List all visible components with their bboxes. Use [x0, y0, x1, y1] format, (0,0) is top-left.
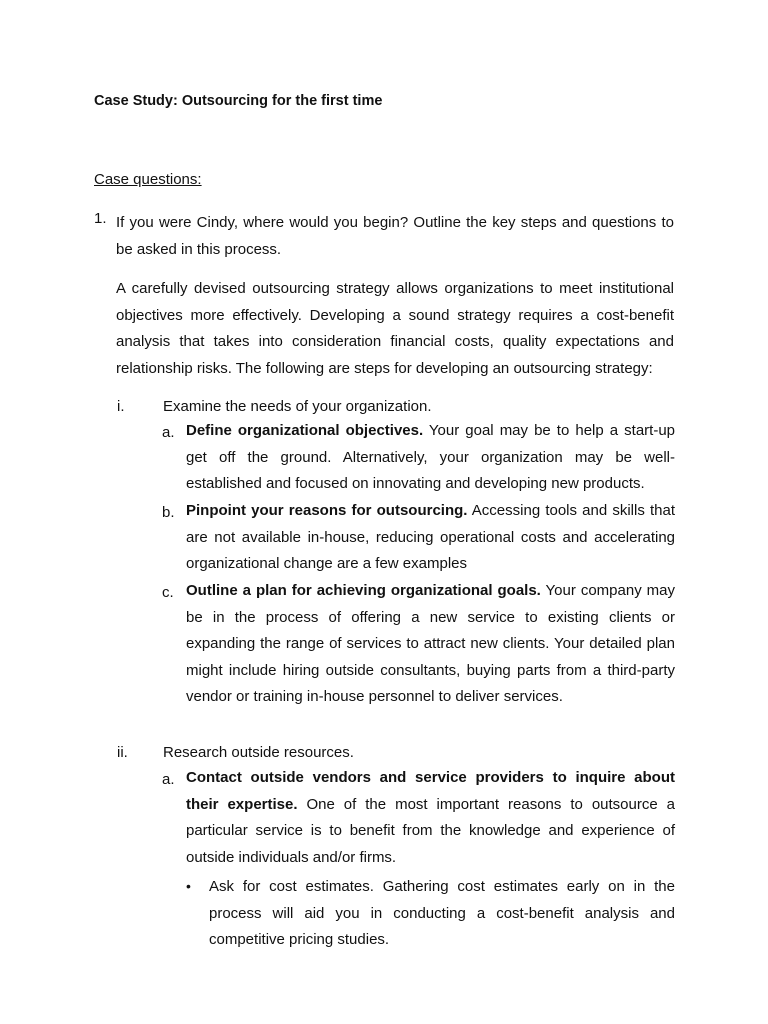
item-letter: b. [162, 504, 175, 521]
item-letter: c. [162, 584, 174, 601]
item-bold-lead: Pinpoint your reasons for outsourcing. [186, 502, 468, 519]
item-text: Your company may be in the process of offering a new service to existing clients or expanding the range of services to attract new clients. Your detailed plan might include hiring outside consultants, buying parts from a third-party vendor or training in-house personnel to deliver services. [186, 582, 675, 705]
item-body [186, 498, 675, 578]
item-bold-lead: Define organizational objectives. [186, 422, 424, 439]
bullet-dot: • [186, 878, 191, 894]
item-body [186, 418, 675, 498]
item-letter: a. [162, 424, 175, 441]
intro-paragraph: A carefully devised outsourcing strategy allows organizations to meet institutional objectives more effectively. Developing a sound strategy requires a cost-benefit analysis that takes into consideration financial costs, quality expectations and relationship risks. The following are steps for developing an outsourcing strategy: [116, 280, 674, 377]
item-text: Accessing tools and skills that are not available in-house, reducing operational costs and accelerating organizational change are a few examples [186, 502, 676, 572]
item-text: Your goal may be to help a start-up get off the ground. Alternatively, your organization may be well-established and focused on innovating and developing new products. [186, 422, 676, 492]
bullet-text: Ask for cost estimates. Gathering cost estimates early on in the process will aid you in conducting a cost-benefit analysis and competitive pricing studies. [209, 878, 675, 948]
question-number: 1. [94, 210, 107, 227]
item-bold-lead: Contact outside vendors and service providers to inquire about their expertise. [186, 769, 675, 813]
item-body [186, 765, 675, 871]
step-heading: Examine the needs of your organization. [163, 398, 432, 415]
item-bold-lead: Outline a plan for achieving organizational goals. [186, 582, 541, 599]
document-title: Case Study: Outsourcing for the first time [94, 93, 383, 109]
step-heading: Research outside resources. [163, 744, 354, 761]
question-text: If you were Cindy, where would you begin? Outline the key steps and questions to be asked in this process. [116, 214, 674, 258]
case-questions-heading: Case questions: [94, 171, 202, 188]
item-letter: a. [162, 771, 175, 788]
step-numeral: i. [117, 398, 125, 415]
step-numeral: ii. [117, 744, 128, 761]
item-text: One of the most important reasons to outsource a particular service is to benefit from the knowledge and experience of outside individuals and/or firms. [186, 795, 676, 866]
item-body [186, 578, 675, 711]
